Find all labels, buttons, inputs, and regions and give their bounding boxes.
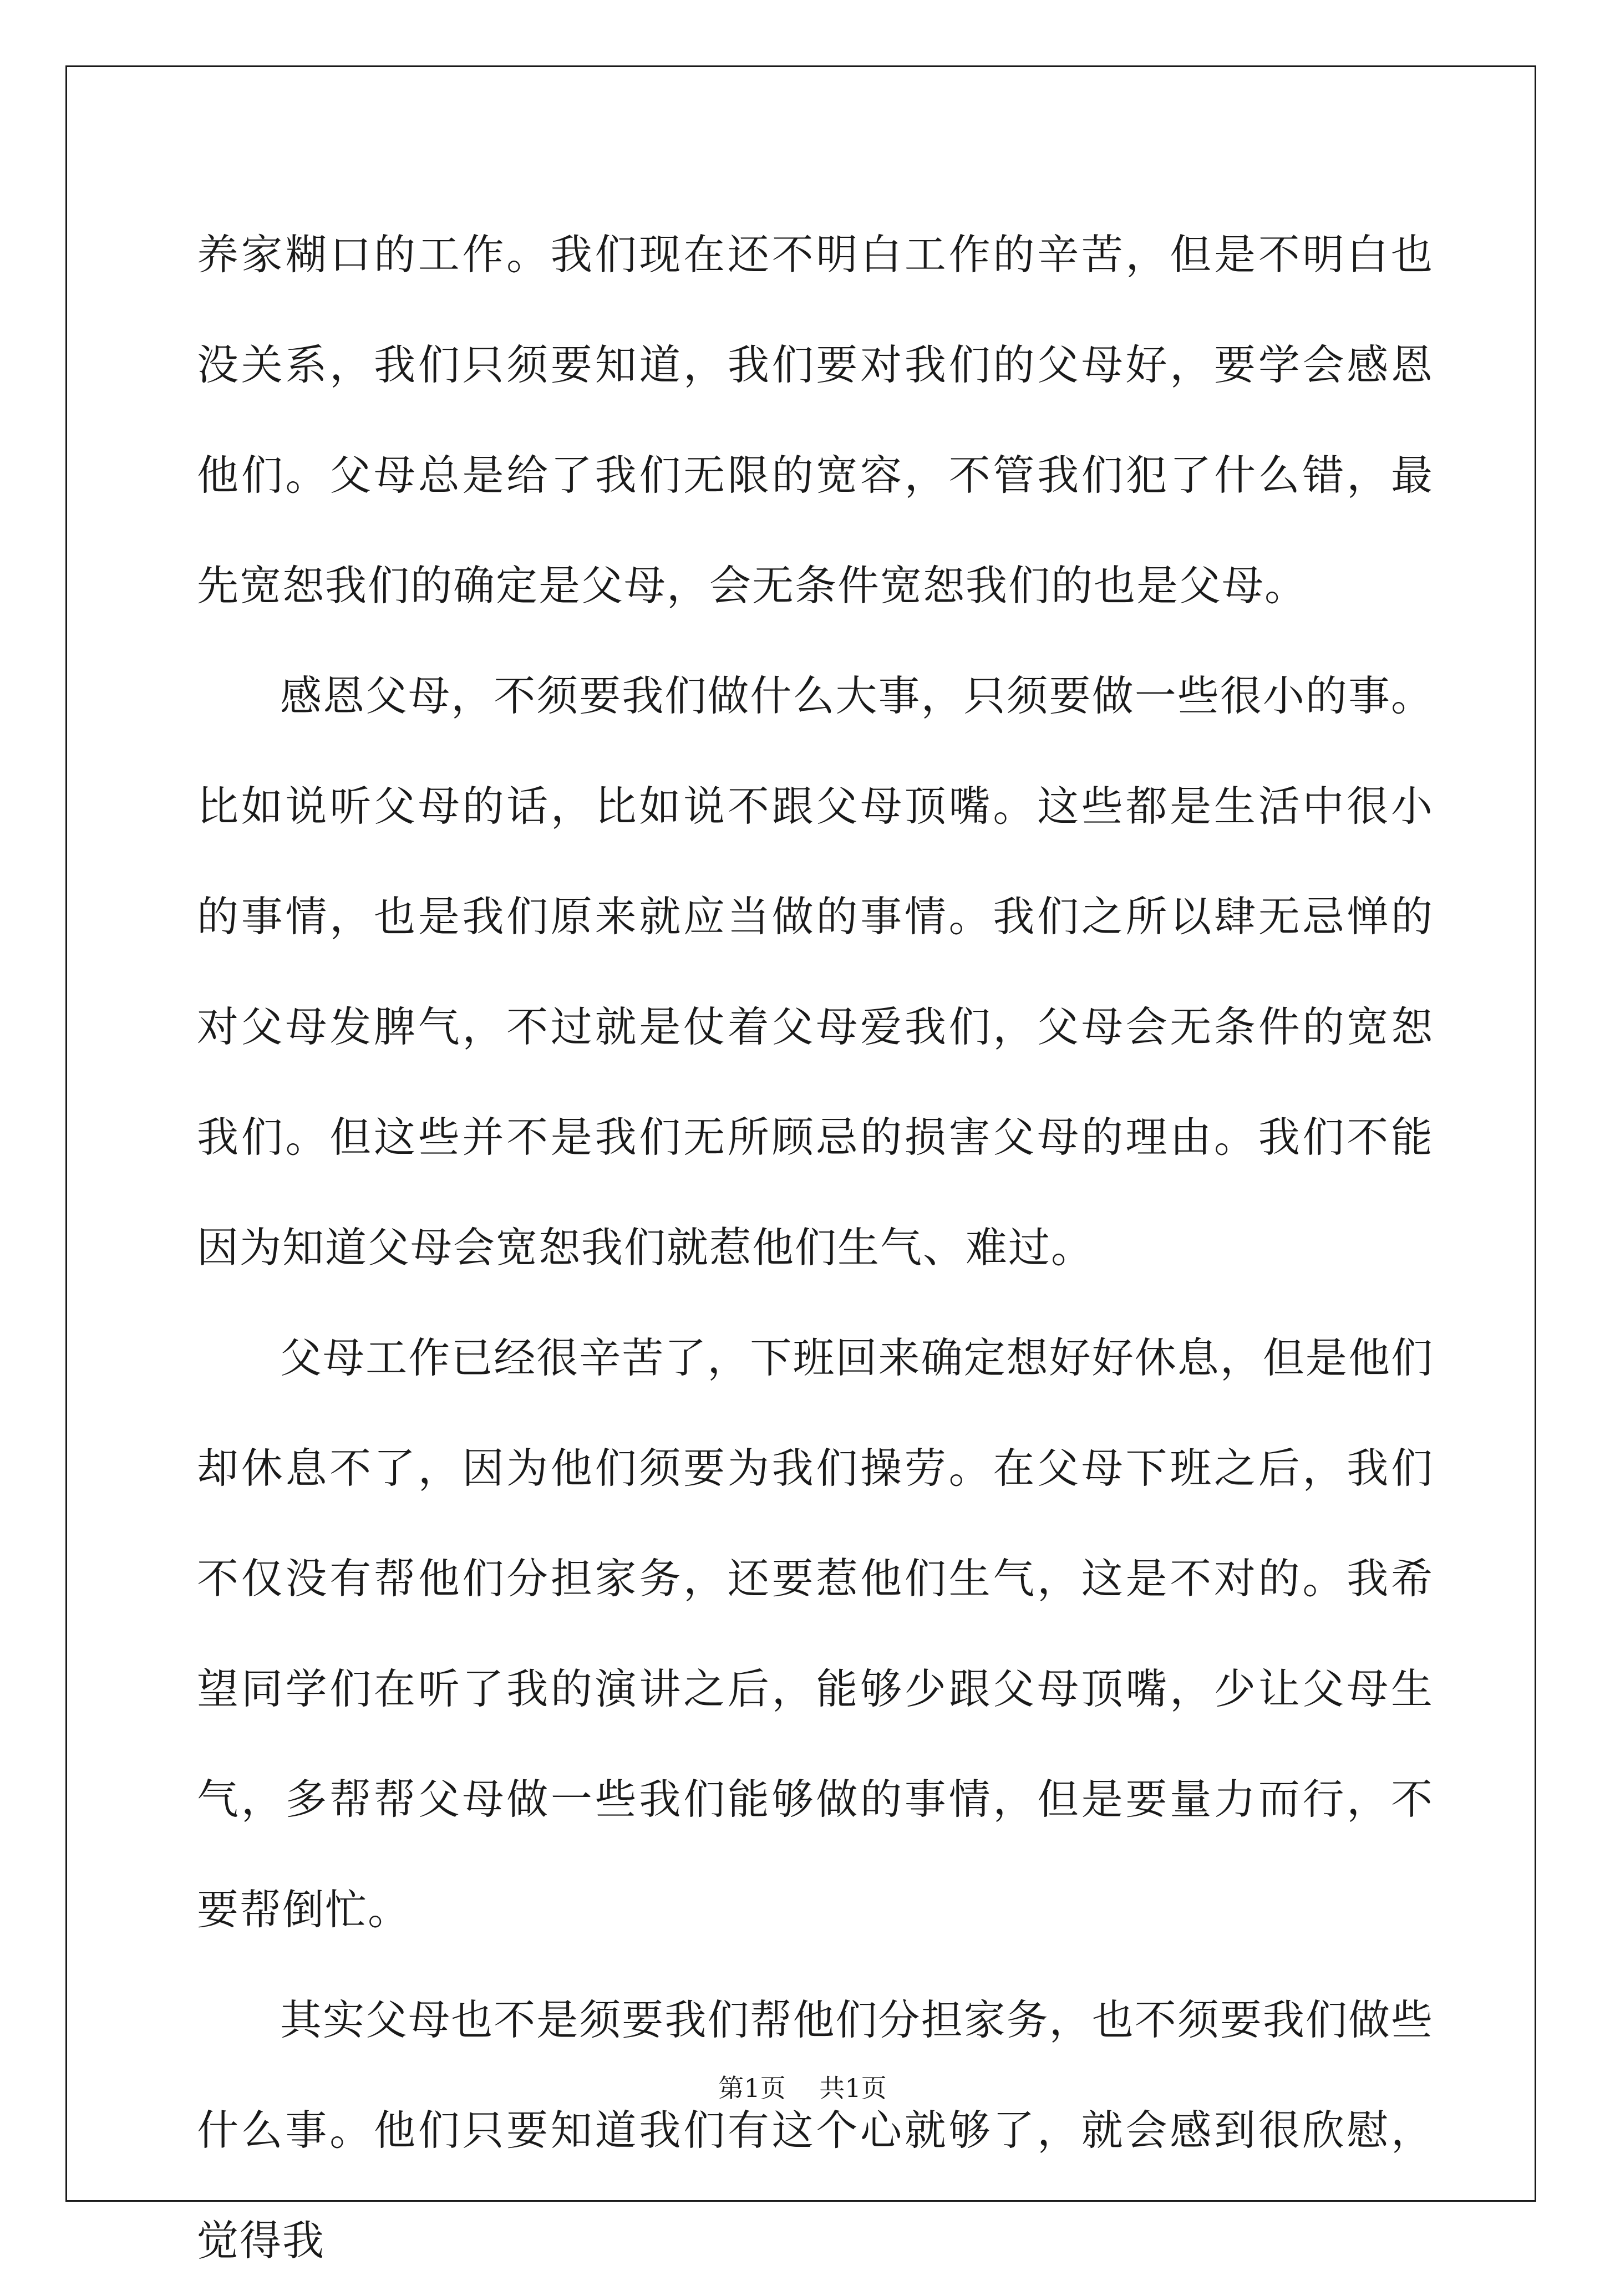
paragraph: 其实父母也不是须要我们帮他们分担家务，也不须要我们做些什么事。他们只要知道我们有这个心就够了，就会感到很欣慰，觉得我 [197, 1995, 1434, 2265]
paragraph: 养家糊口的工作。我们现在还不明白工作的辛苦，但是不明白也没关系，我们只须要知道，我们要对我们的父母好，要学会感恩他们。父母总是给了我们无限的宽容，不管我们犯了什么错，最先宽恕我们的确定是父母，会无条件宽恕我们的也是父母。 [197, 230, 1434, 610]
paragraph: 父母工作已经很辛苦了，下班回来确定想好好休息，但是他们却休息不了，因为他们须要为我们操劳。在父母下班之后，我们不仅没有帮他们分担家务，还要惹他们生气，这是不对的。我希望同学们在听了我的演讲之后，能够少跟父母顶嘴，少让父母生气，多帮帮父母做一些我们能够做的事情，但是要量力而行，不要帮倒忙。 [197, 1333, 1434, 1934]
document-body [197, 200, 1434, 2296]
page-footer [0, 2068, 1605, 2105]
total-pages-label: 共1页 [819, 2073, 887, 2103]
paragraph: 感恩父母，不须要我们做什么大事，只须要做一些很小的事。比如说听父母的话，比如说不跟父母顶嘴。这些都是生活中很小的事情，也是我们原来就应当做的事情。我们之所以肆无忌惮的对父母发脾气，不过就是仗着父母爱我们，父母会无条件的宽恕我们。但这些并不是我们无所顾忌的损害父母的理由。我们不能因为知道父母会宽恕我们就惹他们生气、难过。 [197, 671, 1434, 1272]
current-page-label: 第1页 [718, 2073, 786, 2103]
